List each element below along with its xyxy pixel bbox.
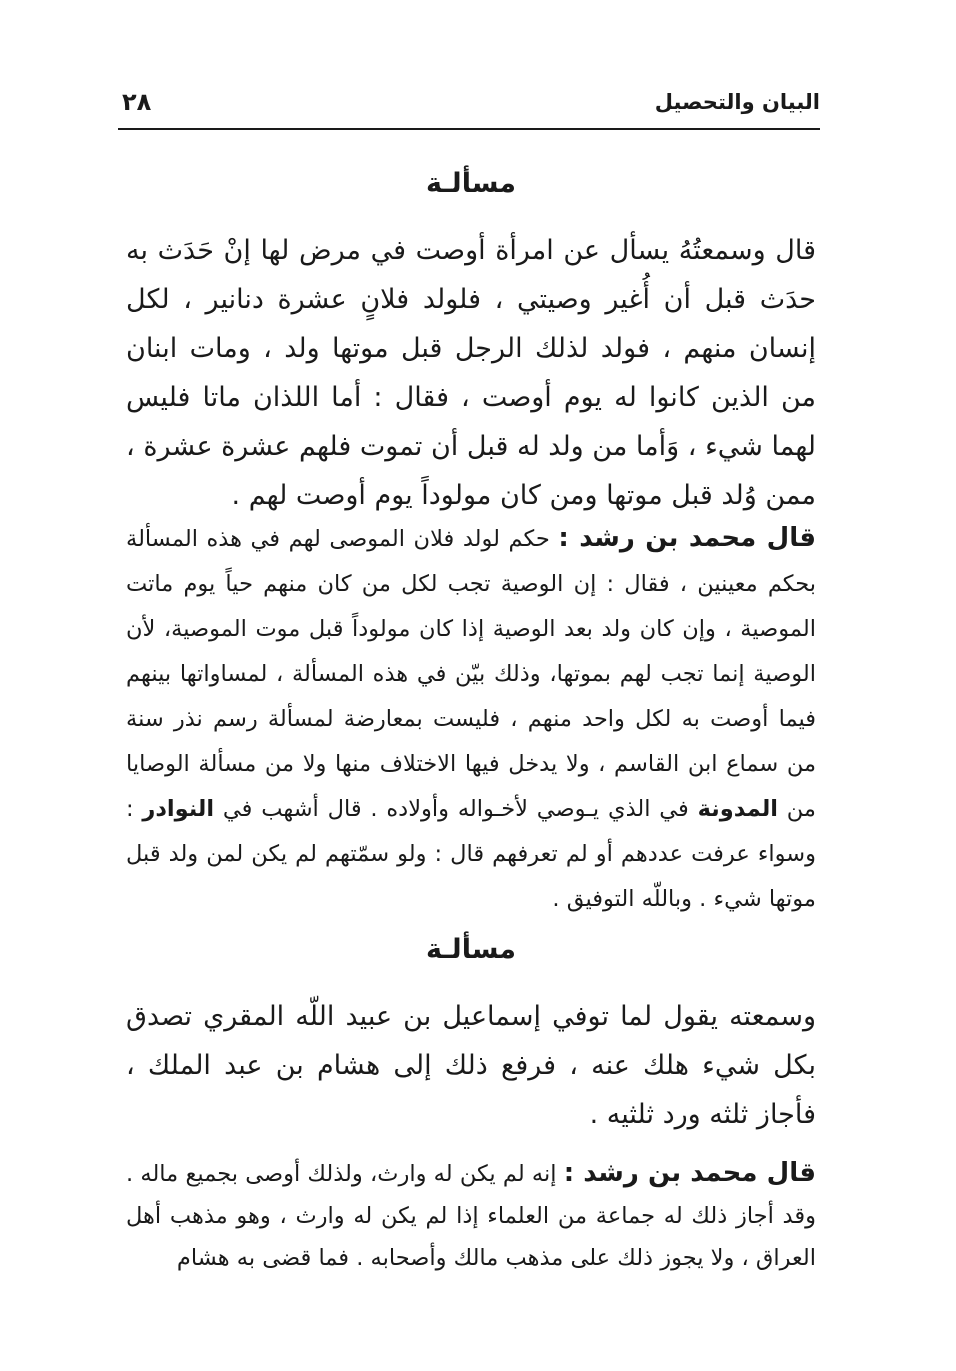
- commentary-text: : وسواء عرفت عددهم أو لم تعرفهم قال : ولو سمّتهم لم يكن لمن ولد قبل موتها شيء . وباللّه التوفيق .: [126, 796, 816, 912]
- section-2-commentary: [126, 1152, 816, 1279]
- book-reference-mudawwana: المدونة: [697, 796, 778, 822]
- section-1-text: قال وسمعتُهُ يسأل عن امرأة أوصت في مرض لها إنْ حَدَث به حدَث قبل أن أُغير وصيتي ، فلولد فلانٍ عشرة دنانير ، لكل إنسان منهم ، فولد لذلك الرجل قبل موتها ولد ، ومات ابنان من الذين كانوا له يوم أوصت ، فقال : أما اللذان ماتا فليس لهما شيء ، وَأما من ولد له قبل أن تموت فلهم عشرة عشرة ، ممن وُلد قبل موتها ومن كان مولوداً يوم أوصت لهم .: [126, 235, 816, 511]
- page-number: ٢٨: [122, 88, 152, 116]
- commentary-text: في الذي يـوصي لأخـواله وأولاده . قال أشهب في: [214, 796, 698, 822]
- commentary-text: حكم لولد فلان الموصى لهم في هذه المسألة بحكم معينين ، فقال : إن الوصية تجب لكل من كان منهم حياً يوم ماتت الموصية ، وإن كان ولد بعد الوصية إذا كان مولوداً قبل موت الموصية، لأن الوصية إنما تجب لهم بموتها، وذلك بيّن في هذه المسألة ، لمساواتها بينهم فيما أوصت به لكل واحد منهم ، فليست بمعارضة لمسألة رسم نذر سنة من سماع ابن القاسم ، ولا يدخل فيها الاختلاف منها ولا من مسألة الوصايا من: [126, 526, 816, 822]
- section-heading-2: مسألـة: [425, 934, 517, 965]
- book-reference-nawadir: النوادر: [142, 796, 215, 822]
- section-2-text: وسمعته يقول لما توفي إسماعيل بن عبيد اللّه المقري تصدق بكل شيء هلك عنه ، فرفع ذلك إلى هشام بن عبد الملك ، فأجاز ثلثه ورد ثلثيه .: [126, 1001, 816, 1130]
- commentary-lead: قال محمد بن رشد :: [563, 1158, 816, 1188]
- section-1-commentary: [126, 516, 816, 922]
- section-heading-1: مسألـة: [425, 168, 517, 199]
- running-header: [118, 86, 820, 130]
- commentary-lead: قال محمد بن رشد :: [558, 523, 817, 553]
- header-title: البيان والتحصيل: [654, 90, 820, 114]
- commentary-text: إنه لم يكن له وارث، ولذلك أوصى بجميع ماله . وقد أجاز ذلك له جماعة من العلماء إذا لم يكن له وارث ، وهو مذهب أهل العراق ، ولا يجوز ذلك على مذهب مالك وأصحابه . فما قضى به هشام: [126, 1161, 816, 1271]
